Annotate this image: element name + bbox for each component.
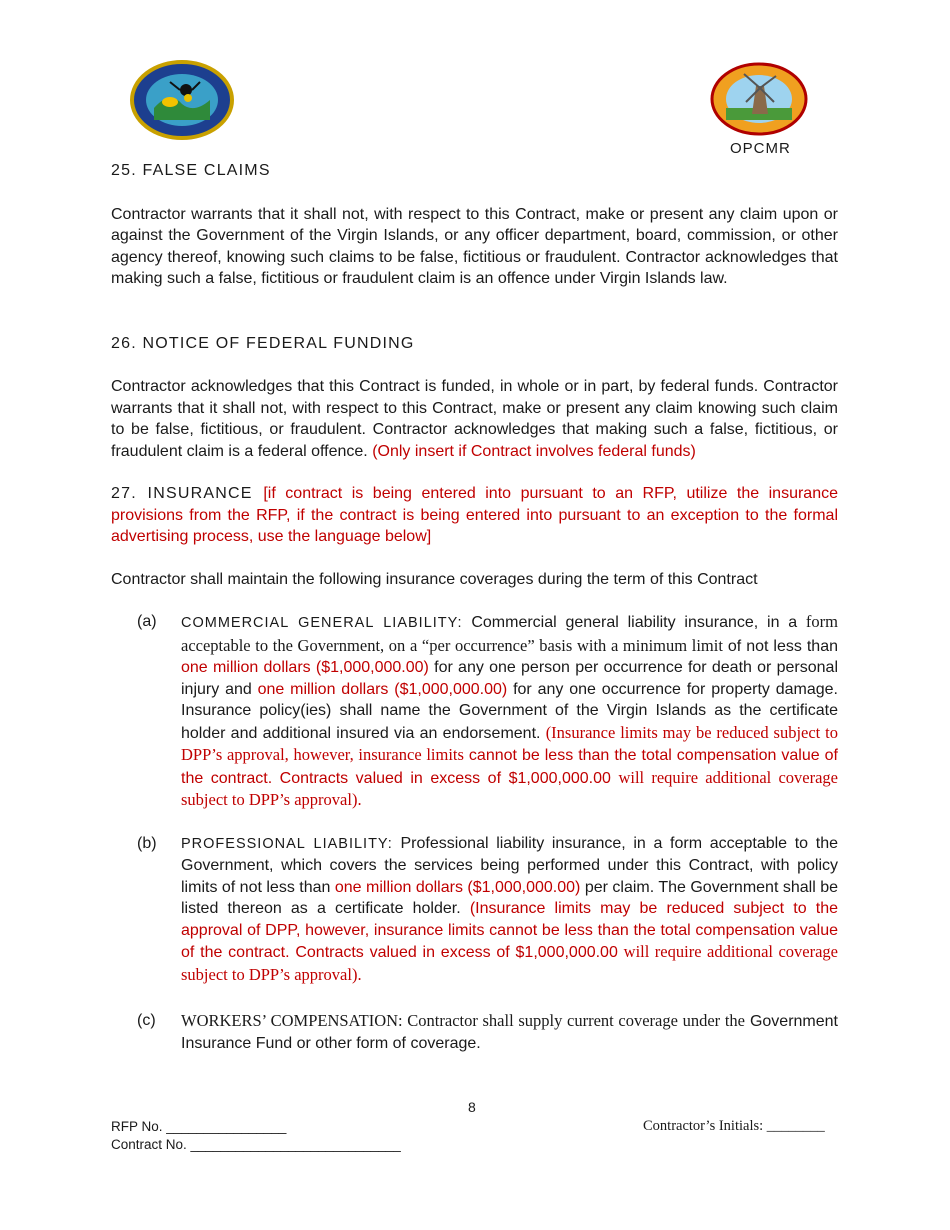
- footer-references: [111, 1118, 401, 1154]
- item-b-label: (b): [137, 834, 157, 852]
- item-a-text-3: of not less than: [722, 637, 838, 655]
- virgin-islands-seal-logo: [130, 60, 234, 140]
- contractor-initials-line: Contractor’s Initials: ________: [643, 1118, 825, 1134]
- item-a-amount-1: one million dollars ($1,000,000.00): [181, 659, 429, 676]
- item-a-red-1: (Insurance limits may be reduced subject to DPP’s approval, however, insurance limits: [181, 722, 838, 764]
- section-25-body: Contractor warrants that it shall not, with respect to this Contract, make or present any claim upon or against the Government of the Virgin Islands, or any officer department, board, commission, or other agency thereof, knowing such claims to be false, fictitious or fraudulent. Contractor acknowledges that making such a false, fictitious or fraudulent claim is an offence under Virgin Islands law.: [111, 205, 838, 287]
- item-a-amount-2: one million dollars ($1,000,000.00): [257, 680, 508, 698]
- document-content: [111, 160, 838, 1054]
- item-b-text-1: Professional liability insurance, in a form acceptable to the Government, which covers the services being performed under this Contract, with policy limits of not less than: [181, 834, 838, 896]
- section-27-heading: [111, 483, 838, 548]
- section-27-note: [if contract is being entered into pursuant to an RFP, utilize the insurance provisions from the RFP, if the contract is being entered into pursuant to an exception to the formal advertising process, use the language below]: [111, 485, 839, 545]
- item-a-label: (a): [137, 613, 157, 630]
- item-b-red-2: will require additional coverage subject to DPP’s approval).: [181, 942, 838, 984]
- section-27-intro: Contractor shall maintain the following insurance coverages during the term of this Contract: [111, 570, 758, 588]
- page-number: 8: [468, 1099, 476, 1115]
- insurance-item-c: [111, 1010, 838, 1054]
- section-26-text: Contractor acknowledges that this Contract is funded, in whole or in part, by federal funds. Contractor warrants that it shall not, with respect to this Contract, make or present any claim knowing such claim to be false, fictitious, or fraudulent. Contractor acknowledges that making such a false, fictitious, or fraudulent claim is a federal offence.: [111, 378, 838, 460]
- insurance-item-b: [111, 833, 838, 987]
- contract-number-line: Contract No. ____________________________: [111, 1137, 401, 1152]
- rfp-number-line: RFP No. ________________: [111, 1119, 287, 1134]
- insurance-item-a: [111, 611, 838, 812]
- section-26-title: 26. NOTICE OF FEDERAL FUNDING: [111, 334, 415, 352]
- section-26-body: [111, 376, 838, 462]
- dpp-seal-logo: [710, 62, 808, 136]
- item-a-text-1: Commercial general liability insurance, in a: [462, 614, 806, 631]
- item-b-red-1: (Insurance limits may be reduced subject to the approval of DPP, however, insurance limits cannot be less than the total compensation value of the contract. Contracts valued in excess of $1,000,000.00: [181, 900, 838, 961]
- item-a-text-2: form acceptable to the Government, on a “per occurrence” basis with a minimum limit: [181, 612, 838, 655]
- item-a-red-2: cannot be less than the total compensation value of the contract. Contracts valued in excess of $1,000,000.00: [181, 747, 838, 787]
- item-c-text-1: WORKERS’ COMPENSATION: Contractor shall supply current coverage under the: [181, 1011, 745, 1030]
- item-b-text-2: per claim. The Government shall be listed thereon as a certificate holder.: [181, 878, 839, 917]
- section-27-title: 27. INSURANCE: [111, 485, 264, 502]
- item-c-label: (c): [137, 1012, 156, 1029]
- item-b-title: PROFESSIONAL LIABILITY:: [181, 835, 393, 852]
- item-c-text-2: Government Insurance Fund or other form of coverage.: [181, 1013, 839, 1052]
- opcmr-caption: OPCMR: [730, 140, 791, 157]
- item-a-text-5: for any one occurrence for property damage. Insurance policy(ies) shall name the Government of the Virgin Islands as the certificate holder and additional insured via an endorsement.: [181, 680, 838, 742]
- item-a-red-3: will require additional coverage subject to DPP’s approval).: [181, 767, 838, 809]
- item-b-amount: one million dollars ($1,000,000.00): [334, 878, 581, 896]
- section-25-title: 25. FALSE CLAIMS: [111, 162, 271, 179]
- section-26-note: (Only insert if Contract involves federal funds): [372, 442, 696, 460]
- item-a-text-4: for any one person per occurrence for death or personal injury and: [181, 659, 839, 698]
- item-a-title: COMMERCIAL GENERAL LIABILITY:: [181, 615, 463, 631]
